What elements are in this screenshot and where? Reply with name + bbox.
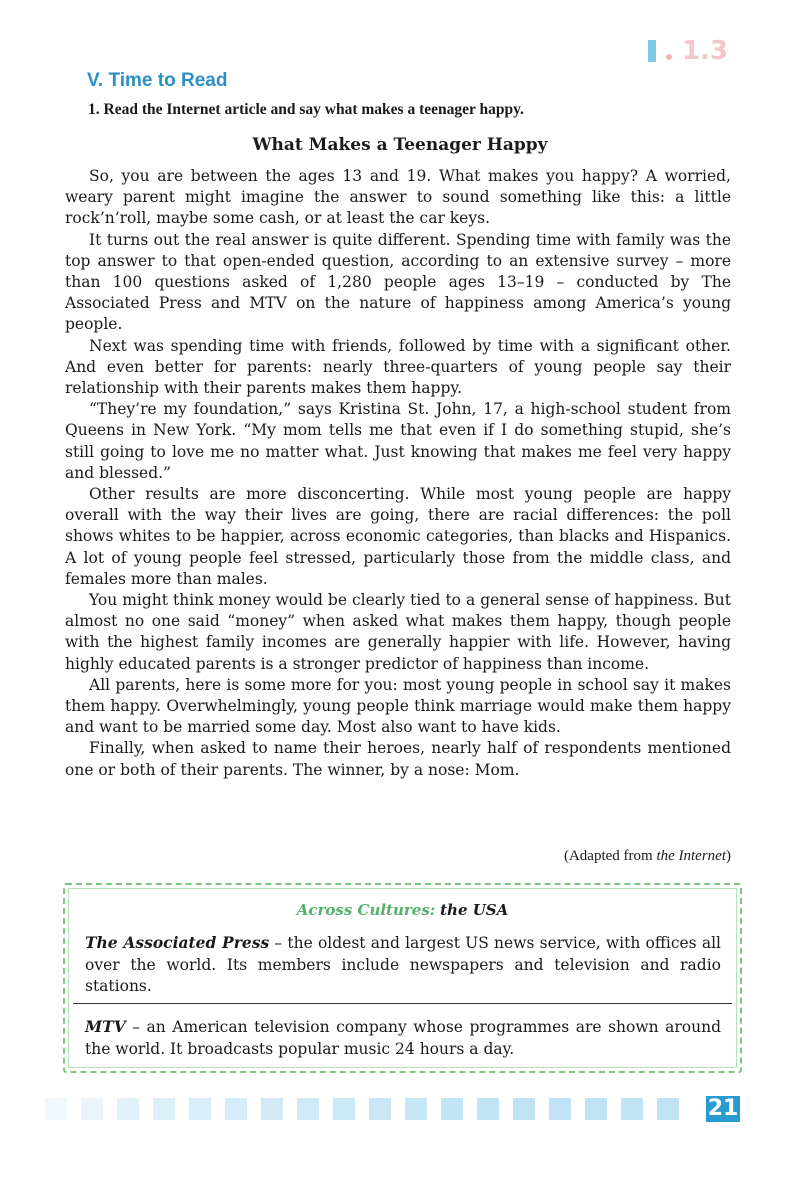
article-paragraph: It turns out the real answer is quite different. Spending time with family was the top answer to that open-ended question, according to an extensive survey – more than 100 questions asked of 1,280 people ages 13–19 – conducted by The Associated Press and MTV on the nature of happiness among America’s young people. [65, 230, 731, 334]
glossary-entry-associated-press [85, 932, 721, 998]
unit-dot-icon [666, 54, 672, 60]
footer-square-icon [369, 1098, 391, 1120]
footer-square-icon [441, 1098, 463, 1120]
across-cultures-box [63, 883, 742, 1073]
glossary-definition: – an American television company whose programmes are shown around the world. It broadcasts popular music 24 hours a day. [85, 1018, 721, 1058]
footer-square-icon [81, 1098, 103, 1120]
source-name: the Internet [656, 848, 726, 864]
article-paragraph: Next was spending time with friends, followed by time with a significant other. And even better for parents: nearly three-quarters of young people say their relationship with their parents makes them happy. [65, 336, 731, 398]
article-source [564, 848, 731, 865]
source-suffix: ) [726, 848, 731, 864]
task-instruction: 1. Read the Internet article and say what makes a teenager happy. [88, 101, 524, 118]
footer-square-icon [513, 1098, 535, 1120]
page-number: 21 [707, 1096, 739, 1121]
footer-square-icon [117, 1098, 139, 1120]
article-paragraph: All parents, here is some more for you: most young people in school say it makes them happy. Overwhelmingly, young people think marriage would make them happy and want to be married some day. Most also want to have kids. [65, 675, 731, 737]
article-paragraph: Other results are more disconcerting. While most young people are happy overall with the way their lives are going, there are racial differences: the poll shows whites to be happier, across economic categories, than blacks and Hispanics. A lot of young people feel stressed, particularly those from the middle class, and females more than males. [65, 485, 731, 588]
glossary-definition: – the oldest and largest US news service, with offices all over the world. Its members include newspapers and television and radio stations. [85, 934, 721, 995]
unit-number: 1.3 [681, 36, 728, 66]
article-paragraph: “They’re my foundation,” says Kristina St. John, 17, a high-school student from Queens in New York. “My mom tells me that even if I do something stupid, she’s still going to love me no matter what. Just knowing that makes me feel very happy and blessed.” [65, 400, 731, 482]
box-divider [73, 1003, 732, 1004]
unit-bar-icon [648, 40, 656, 62]
footer-square-icon [549, 1098, 571, 1120]
footer-square-icon [189, 1098, 211, 1120]
footer-square-icon [45, 1098, 67, 1120]
footer-square-icon [153, 1098, 175, 1120]
source-prefix: (Adapted from [563, 848, 657, 864]
footer-square-icon [261, 1098, 283, 1120]
article-body [65, 166, 731, 781]
footer-square-icon [477, 1098, 499, 1120]
footer-square-icon [657, 1098, 679, 1120]
footer-square-icon [585, 1098, 607, 1120]
section-title: V. Time to Read [87, 70, 228, 91]
glossary-term: MTV [85, 1017, 126, 1036]
footer-square-icon [333, 1098, 355, 1120]
box-place: the USA [440, 901, 509, 919]
glossary-term: The Associated Press [85, 933, 270, 952]
footer-decoration [45, 1098, 679, 1120]
footer-square-icon [621, 1098, 643, 1120]
article-title: What Makes a Teenager Happy [252, 135, 548, 155]
unit-marker [648, 36, 728, 66]
article-paragraph: You might think money would be clearly tied to a general sense of happiness. But almost no one said “money” when asked what makes them happy, though people with the highest family incomes are generally happier with life. However, having highly educated parents is a stronger predictor of happiness than income. [65, 591, 731, 673]
footer-square-icon [225, 1098, 247, 1120]
footer-square-icon [297, 1098, 319, 1120]
article-paragraph: So, you are between the ages 13 and 19. What makes you happy? A worried, weary parent might imagine the answer to sound something like this: a little rock’n’roll, maybe some cash, or at least the car keys. [65, 167, 731, 228]
article-paragraph: Finally, when asked to name their heroes, nearly half of respondents mentioned one or both of their parents. The winner, by a nose: Mom. [65, 739, 731, 779]
box-heading [65, 901, 740, 919]
glossary-entry-mtv [85, 1016, 721, 1060]
footer-square-icon [405, 1098, 427, 1120]
box-label: Across Cultures: [296, 901, 436, 919]
